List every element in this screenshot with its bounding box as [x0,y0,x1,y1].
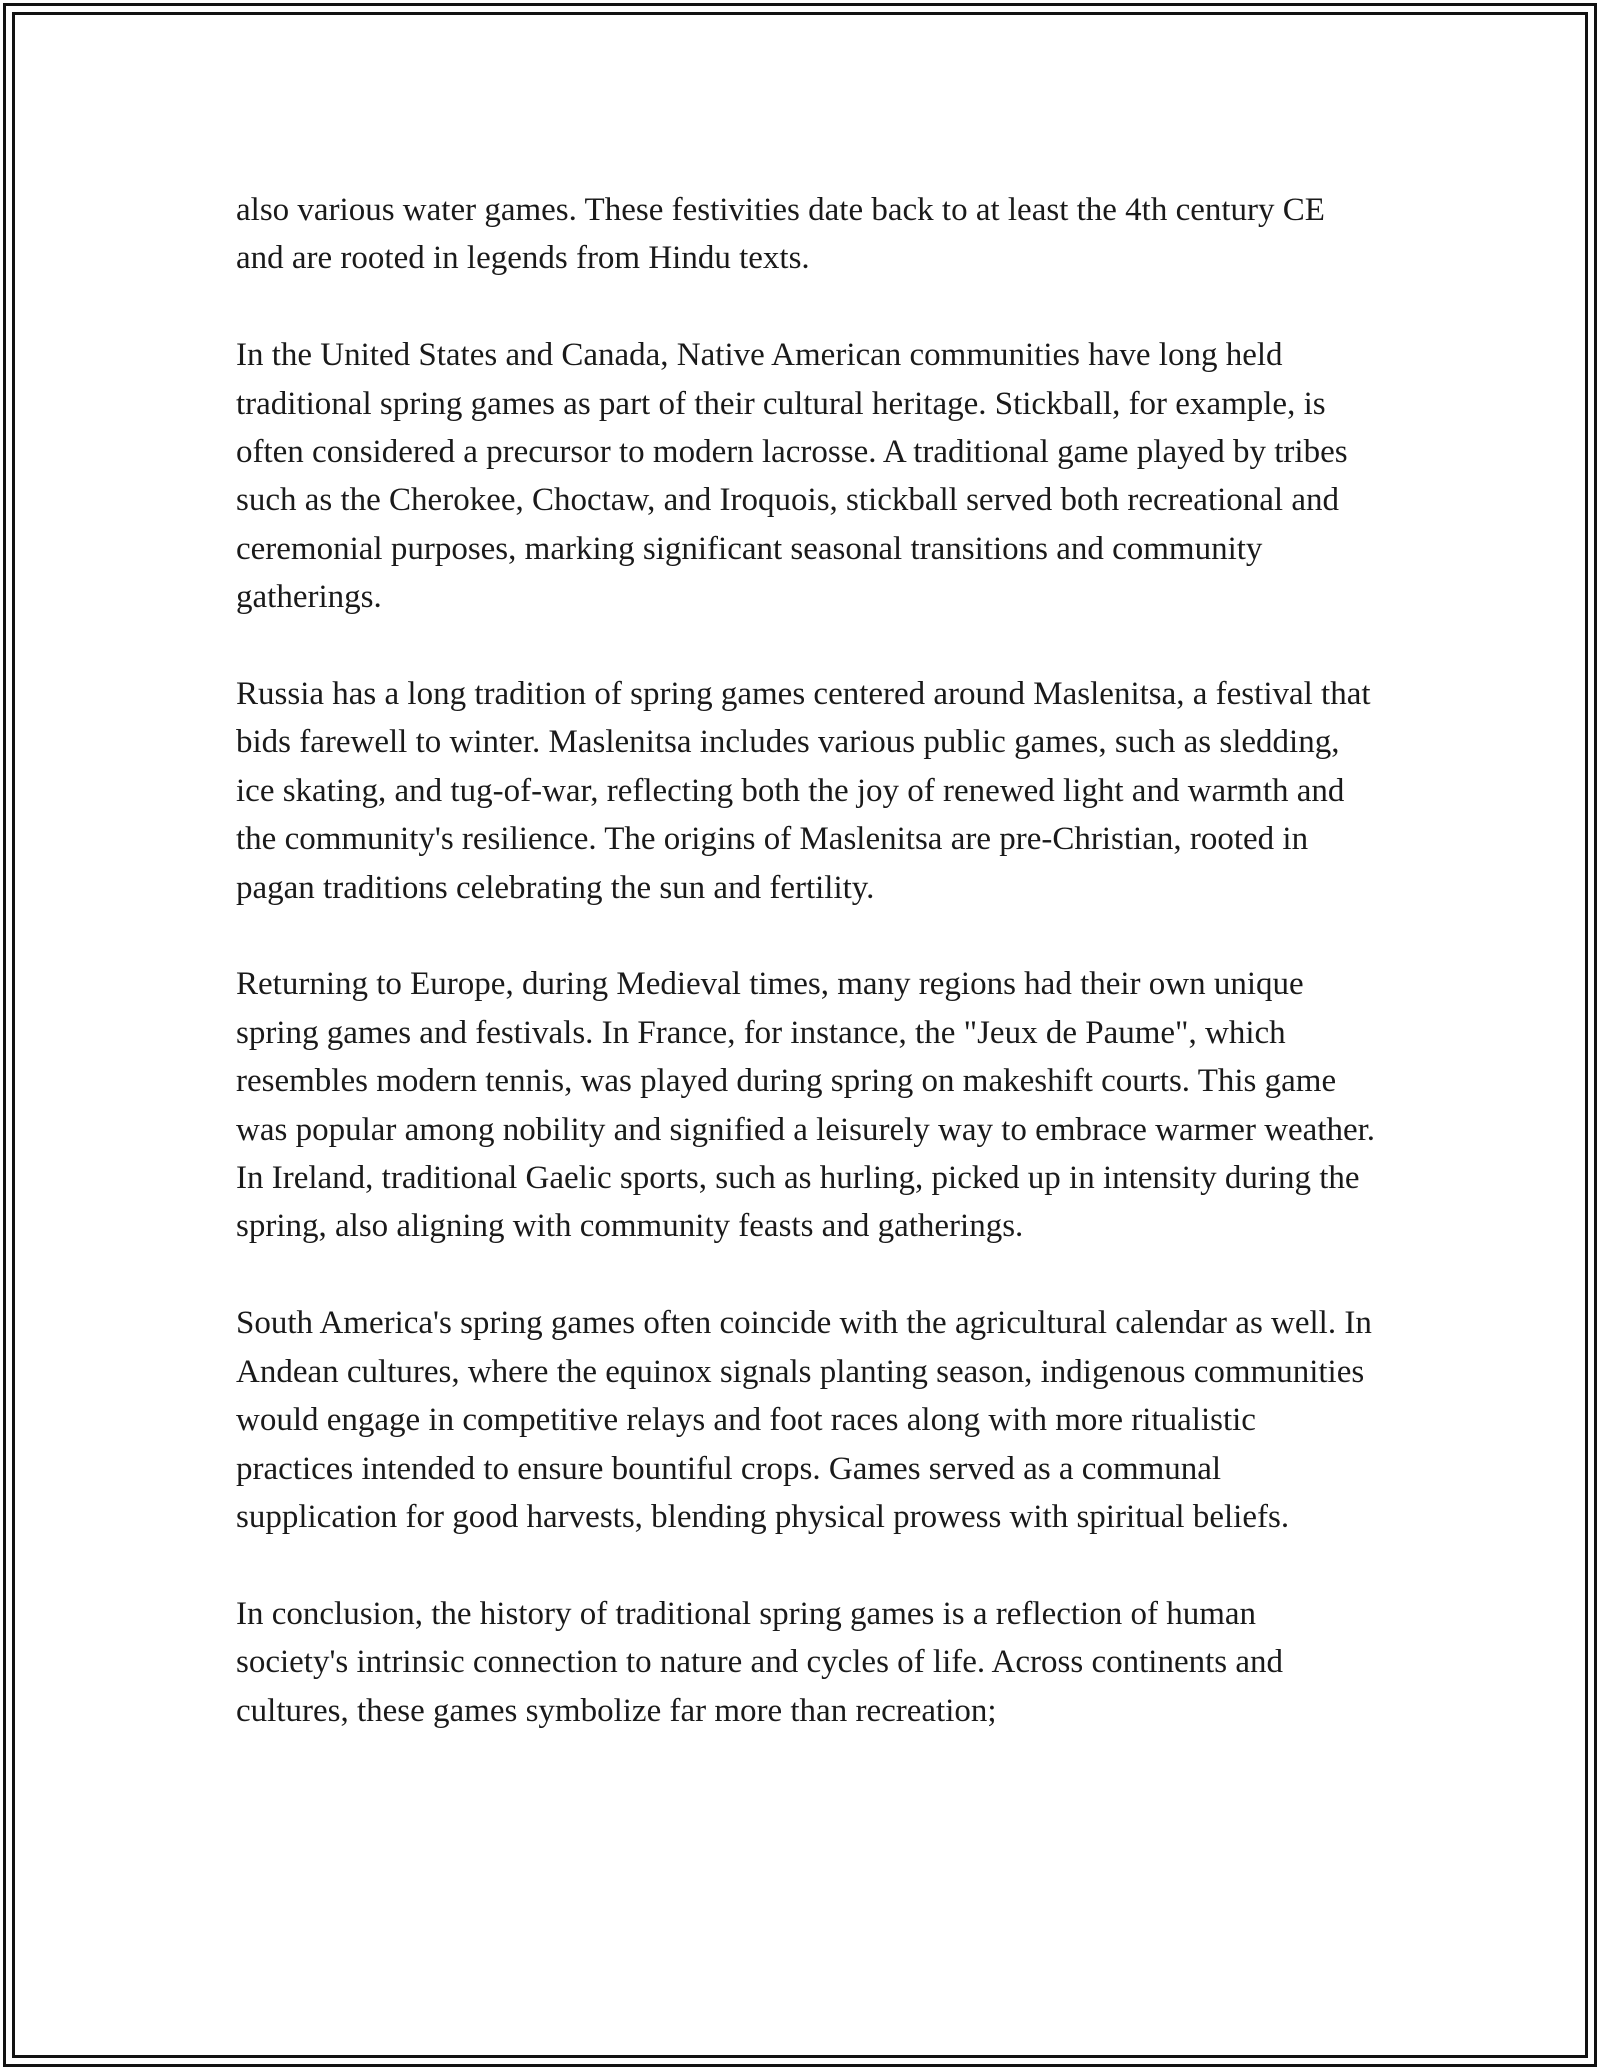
paragraph-conclusion: In conclusion, the history of traditional spring games is a reflection of human society's intrinsic connection to nature and cycles of life. Across continents and cultures, these games symbolize far more than recreation; [236,1595,1283,1729]
paragraph-europe: Returning to Europe, during Medieval times, many regions had their own unique spring games and festivals. In France, for instance, the "Jeux de Paume", which resembles modern tennis, was played during spring on makeshift courts. This game was popular among nobility and signified a leisurely way to embrace warmer weather. In Ireland, traditional Gaelic sports, such as hurling, picked up in intensity during the spring, also aligning with community feasts and gatherings. [236,966,1376,1245]
paragraph-water-games: also various water games. These festivities date back to at least the 4th century CE and are rooted in legends from Hindu texts. [236,192,1325,277]
paragraph-south-america: South America's spring games often coincide with the agricultural calendar as well. In Andean cultures, where the equinox signals planting season, indigenous communities would engage in competitive relays and foot races along with more ritualistic practices intended to ensure bountiful crops. Games served as a communal supplication for good harvests, blending physical prowess with spiritual beliefs. [236,1305,1372,1535]
paragraph-russia: Russia has a long tradition of spring games centered around Maslenitsa, a festival that bids farewell to winter. Maslenitsa includes various public games, such as sledding, ice skating, and tug-of-war, reflecting both the joy of renewed light and warmth and the community's resilience. The origins of Maslenitsa are pre-Christian, rooted in pagan traditions celebrating the sun and fertility. [236,676,1371,906]
paragraph-native-american: In the United States and Canada, Native American communities have long held traditional spring games as part of their cultural heritage. Stickball, for example, is often considered a precursor to modern lacrosse. A traditional game played by tribes such as the Cherokee, Choctaw, and Iroquois, stickball served both recreational and ceremonial purposes, marking significant seasonal transitions and community gatherings. [236,337,1348,616]
document-body [236,186,1376,1783]
